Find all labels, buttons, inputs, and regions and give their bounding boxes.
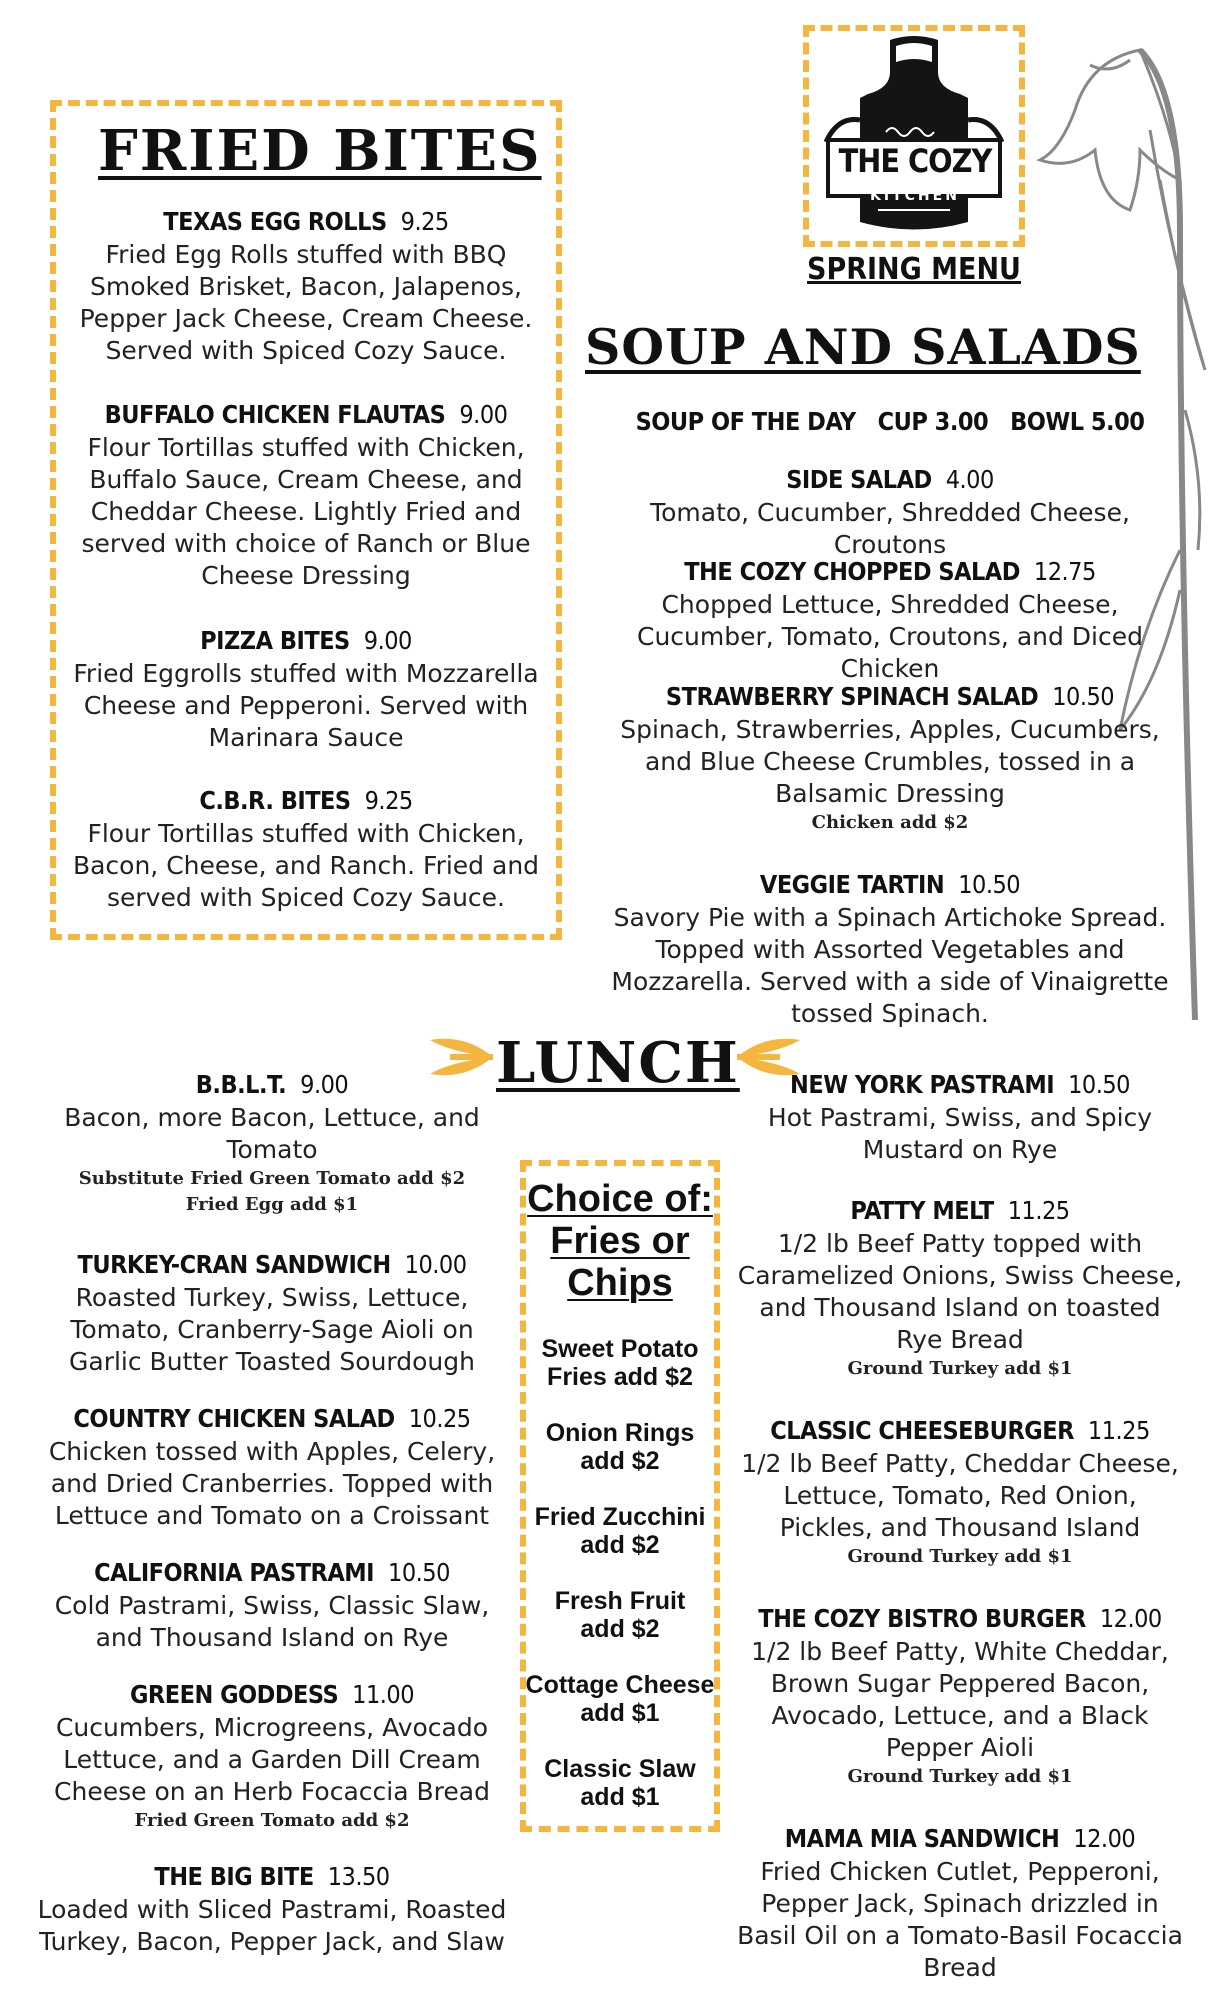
item-name: BUFFALO CHICKEN FLAUTAS bbox=[104, 400, 446, 429]
item-price: 10.50 bbox=[1068, 1070, 1130, 1099]
choice-option bbox=[520, 1419, 720, 1475]
item-price: 10.50 bbox=[958, 870, 1021, 899]
item-name: B.B.L.T. bbox=[195, 1070, 287, 1099]
item-price: 9.25 bbox=[364, 786, 413, 815]
menu-item bbox=[64, 205, 548, 367]
menu-item bbox=[64, 784, 548, 914]
choice-title-line: Choice of: bbox=[527, 1178, 713, 1220]
item-price: 10.50 bbox=[1052, 682, 1115, 711]
menu-item bbox=[35, 1402, 509, 1532]
item-name: PIZZA BITES bbox=[200, 626, 350, 655]
apron-logo-icon bbox=[820, 32, 1008, 237]
choice-option-line: Classic Slaw bbox=[544, 1755, 696, 1783]
menu-item bbox=[35, 1068, 509, 1218]
choice-title-line: Chips bbox=[567, 1262, 673, 1304]
choice-option-line: Fries add $2 bbox=[547, 1363, 693, 1391]
choice-title-line: Fries or bbox=[550, 1220, 690, 1262]
menu-item bbox=[35, 1248, 509, 1378]
item-name: COUNTRY CHICKEN SALAD bbox=[73, 1404, 395, 1433]
item-price: 12.00 bbox=[1099, 1604, 1162, 1633]
menu-item bbox=[730, 1602, 1190, 1790]
logo-line1: THE COZY bbox=[838, 142, 992, 180]
choice-option-line: Onion Rings bbox=[545, 1419, 695, 1447]
item-price: 9.25 bbox=[400, 207, 449, 236]
item-price: 12.75 bbox=[1033, 557, 1096, 586]
item-desc: Bacon, more Bacon, Lettuce, and Tomato bbox=[64, 1103, 480, 1164]
fried-bites-title: FRIED BITES bbox=[98, 118, 542, 184]
menu-item bbox=[735, 1194, 1185, 1382]
item-name: CLASSIC CHEESEBURGER bbox=[770, 1416, 1074, 1445]
item-note: Ground Turkey add $1 bbox=[847, 1766, 1073, 1787]
choice-option-line: add $2 bbox=[580, 1447, 660, 1475]
item-desc: Tomato, Cucumber, Shredded Cheese, Croutons bbox=[650, 498, 1130, 559]
item-price: 11.00 bbox=[352, 1680, 415, 1709]
menu-item bbox=[605, 680, 1175, 836]
item-desc: 1/2 lb Beef Patty topped with Caramelized Onions, Swiss Cheese, and Thousand Island on toasted Rye Bread bbox=[737, 1229, 1183, 1354]
item-desc: Hot Pastrami, Swiss, and Spicy Mustard on Rye bbox=[767, 1103, 1153, 1164]
item-name: SIDE SALAD bbox=[786, 465, 932, 494]
choice-option bbox=[520, 1335, 720, 1391]
menu-item bbox=[605, 555, 1175, 685]
menu-item bbox=[64, 398, 548, 592]
item-price: 11.25 bbox=[1007, 1196, 1070, 1225]
item-desc: Roasted Turkey, Swiss, Lettuce, Tomato, Cranberry-Sage Aioli on Garlic Butter Toasted Sourdough bbox=[69, 1283, 475, 1376]
choice-option-line: add $1 bbox=[580, 1783, 660, 1811]
item-name: VEGGIE TARTIN bbox=[759, 870, 945, 899]
choice-option-line: Fresh Fruit bbox=[554, 1587, 686, 1615]
item-note: Ground Turkey add $1 bbox=[847, 1358, 1073, 1379]
item-desc: Fried Eggrolls stuffed with Mozzarella Cheese and Pepperoni. Served with Marinara Sauce bbox=[73, 659, 539, 752]
menu-item bbox=[35, 1556, 509, 1654]
item-name: THE BIG BITE bbox=[154, 1862, 314, 1891]
item-name: PATTY MELT bbox=[850, 1196, 994, 1225]
item-price: 9.00 bbox=[459, 400, 508, 429]
menu-item bbox=[64, 624, 548, 754]
menu-item bbox=[35, 1678, 509, 1834]
choice-option-line: Cottage Cheese bbox=[525, 1671, 715, 1699]
menu-item bbox=[605, 463, 1175, 561]
menu-item bbox=[735, 1068, 1185, 1166]
item-price: 10.00 bbox=[404, 1250, 467, 1279]
item-price: 9.00 bbox=[300, 1070, 349, 1099]
item-desc: Fried Chicken Cutlet, Pepperoni, Pepper Jack, Spinach drizzled in Basil Oil on a Tomato-Basil Focaccia Bread bbox=[737, 1857, 1183, 1982]
item-desc: Fried Egg Rolls stuffed with BBQ Smoked Brisket, Bacon, Jalapenos, Pepper Jack Cheese, Cream Cheese. Served with Spiced Cozy Sauce. bbox=[79, 240, 533, 365]
lunch-title: LUNCH bbox=[496, 1030, 740, 1096]
item-desc: Flour Tortillas stuffed with Chicken, Buffalo Sauce, Cream Cheese, and Cheddar Cheese. Lightly Fried and served with choice of Ranch or Blue Cheese Dressing bbox=[81, 433, 531, 590]
item-name: THE COZY CHOPPED SALAD bbox=[684, 557, 1020, 586]
item-price: 12.00 bbox=[1073, 1824, 1136, 1853]
item-name: C.B.R. BITES bbox=[199, 786, 351, 815]
choice-option-line: Sweet Potato bbox=[541, 1335, 699, 1363]
item-price: 13.50 bbox=[327, 1862, 390, 1891]
item-desc: Cucumbers, Microgreens, Avocado Lettuce, and a Garden Dill Cream Cheese on an Herb Focaccia Bread bbox=[54, 1713, 490, 1806]
soup-salads-title: SOUP AND SALADS bbox=[585, 318, 1141, 376]
item-desc: Savory Pie with a Spinach Artichoke Spread. Topped with Assorted Vegetables and Mozzarella. Served with a side of Vinaigrette tossed Spinach. bbox=[611, 903, 1169, 1028]
choice-option bbox=[520, 1755, 720, 1811]
item-desc: 1/2 lb Beef Patty, Cheddar Cheese, Lettuce, Tomato, Red Onion, Pickles, and Thousand Island bbox=[741, 1449, 1179, 1542]
choice-title bbox=[526, 1178, 714, 1304]
item-name: TURKEY-CRAN SANDWICH bbox=[77, 1250, 391, 1279]
item-desc: Loaded with Sliced Pastrami, Roasted Turkey, Bacon, Pepper Jack, and Slaw bbox=[37, 1895, 507, 1956]
choice-option-line: add $2 bbox=[580, 1531, 660, 1559]
item-desc: Chopped Lettuce, Shredded Cheese, Cucumber, Tomato, Croutons, and Diced Chicken bbox=[636, 590, 1143, 683]
item-name: MAMA MIA SANDWICH bbox=[784, 1824, 1060, 1853]
choice-option bbox=[520, 1503, 720, 1559]
item-desc: Spinach, Strawberries, Apples, Cucumbers, and Blue Cheese Crumbles, tossed in a Balsamic Dressing bbox=[620, 715, 1160, 808]
logo-line2: KITCHEN bbox=[870, 188, 960, 204]
item-desc: Chicken tossed with Apples, Celery, and Dried Cranberries. Topped with Lettuce and Tomato on a Croissant bbox=[48, 1437, 496, 1530]
item-name: GREEN GODDESS bbox=[129, 1680, 339, 1709]
soup-of-the-day: SOUP OF THE DAY CUP 3.00 BOWL 5.00 bbox=[635, 407, 1145, 436]
item-name: CALIFORNIA PASTRAMI bbox=[94, 1558, 375, 1587]
choice-option-line: add $2 bbox=[580, 1615, 660, 1643]
item-note: Substitute Fried Green Tomato add $2 bbox=[78, 1168, 466, 1189]
choice-option-line: add $1 bbox=[580, 1699, 660, 1727]
item-name: STRAWBERRY SPINACH SALAD bbox=[665, 682, 1039, 711]
item-price: 4.00 bbox=[945, 465, 994, 494]
item-price: 10.50 bbox=[388, 1558, 450, 1587]
choice-option bbox=[520, 1671, 720, 1727]
item-desc: Cold Pastrami, Swiss, Classic Slaw, and Thousand Island on Rye bbox=[54, 1591, 490, 1652]
choice-option bbox=[520, 1587, 720, 1643]
spring-menu-label: SPRING MENU bbox=[807, 252, 1021, 287]
item-name: THE COZY BISTRO BURGER bbox=[758, 1604, 1086, 1633]
menu-item bbox=[735, 1822, 1185, 1984]
menu-item bbox=[35, 1860, 509, 1958]
item-note: Fried Egg add $1 bbox=[185, 1194, 359, 1215]
item-price: 9.00 bbox=[363, 626, 412, 655]
item-price: 11.25 bbox=[1087, 1416, 1150, 1445]
item-desc: 1/2 lb Beef Patty, White Cheddar, Brown Sugar Peppered Bacon, Avocado, Lettuce, and a Black Pepper Aioli bbox=[751, 1637, 1169, 1762]
item-note: Fried Green Tomato add $2 bbox=[134, 1810, 410, 1831]
item-desc: Flour Tortillas stuffed with Chicken, Bacon, Cheese, and Ranch. Fried and served with Spiced Cozy Sauce. bbox=[72, 819, 540, 912]
menu-item bbox=[598, 868, 1182, 1030]
item-name: TEXAS EGG ROLLS bbox=[163, 207, 387, 236]
menu-item bbox=[735, 1414, 1185, 1570]
item-note: Chicken add $2 bbox=[811, 812, 969, 833]
choice-option-line: Fried Zucchini bbox=[534, 1503, 706, 1531]
item-name: NEW YORK PASTRAMI bbox=[790, 1070, 1055, 1099]
item-note: Ground Turkey add $1 bbox=[847, 1546, 1073, 1567]
item-price: 10.25 bbox=[408, 1404, 471, 1433]
